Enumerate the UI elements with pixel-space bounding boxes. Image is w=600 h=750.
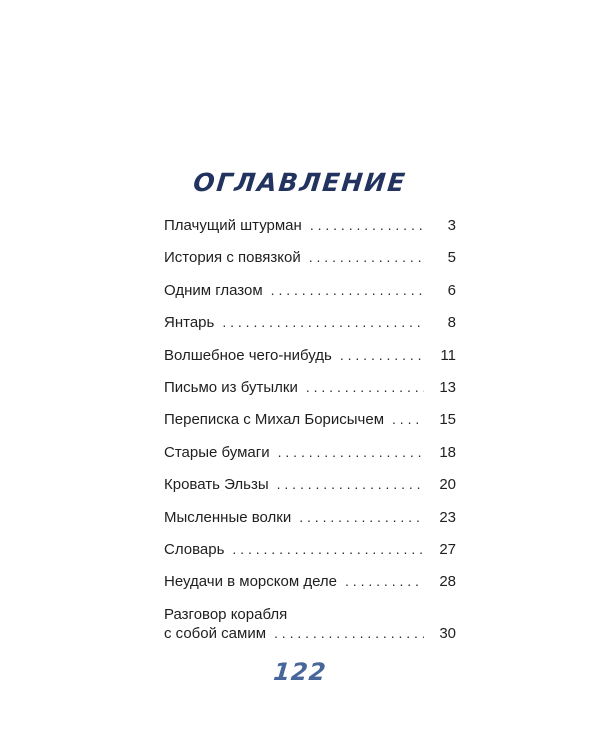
toc-entry (164, 212, 456, 244)
toc-entry (164, 244, 456, 276)
toc-entry (164, 374, 456, 406)
toc-entry (164, 277, 456, 309)
toc-entry-page: 28 (424, 573, 456, 590)
toc-entry-page: 5 (424, 249, 456, 266)
toc-entry-title: Янтарь (164, 314, 222, 331)
toc-entry-page: 27 (424, 541, 456, 558)
toc-entry-page: 15 (424, 411, 456, 428)
toc-entry-title: Плачущий штурман (164, 217, 310, 234)
toc-entry-page: 20 (424, 476, 456, 493)
toc-entry (164, 309, 456, 341)
toc-entry-page: 6 (424, 282, 456, 299)
dot-leader (277, 476, 424, 492)
toc-entry (164, 439, 456, 471)
toc-entry-title: Кровать Эльзы (164, 476, 277, 493)
dot-leader (274, 625, 424, 641)
toc-entry (164, 601, 456, 649)
toc-entry (164, 536, 456, 568)
dot-leader (345, 573, 424, 589)
dot-leader (232, 541, 424, 557)
toc-entry-title: Волшебное чего-нибудь (164, 347, 340, 364)
toc-entry-title: Переписка с Михал Борисычем (164, 411, 392, 428)
dot-leader (310, 217, 424, 233)
dot-leader (278, 444, 424, 460)
dot-leader (222, 314, 424, 330)
toc-entry-title-line2: с собой самим (164, 625, 274, 642)
toc-entry-page: 11 (424, 347, 456, 364)
dot-leader (309, 249, 424, 265)
toc-entry-page: 8 (424, 314, 456, 331)
toc-entry (164, 504, 456, 536)
toc-entry-title: Словарь (164, 541, 232, 558)
dot-leader (392, 411, 424, 427)
dot-leader (306, 379, 424, 395)
toc-entry (164, 406, 456, 438)
page-number: 122 (272, 658, 328, 686)
dot-leader (299, 509, 424, 525)
toc-entry (164, 342, 456, 374)
toc-entry-page: 18 (424, 444, 456, 461)
toc-entry-title: Старые бумаги (164, 444, 278, 461)
toc-entry-page: 30 (424, 625, 456, 642)
page-title: ОГЛАВЛЕНИЕ (191, 168, 409, 197)
toc-entry-title: Неудачи в морском деле (164, 573, 345, 590)
toc-entry-title: История с повязкой (164, 249, 309, 266)
toc-entry-page: 13 (424, 379, 456, 396)
toc-entry-title: Одним глазом (164, 282, 271, 299)
toc-entry-title: Письмо из бутылки (164, 379, 306, 396)
toc-entry-page: 3 (424, 217, 456, 234)
dot-leader (271, 282, 424, 298)
toc-entry (164, 568, 456, 600)
toc-entry-page: 23 (424, 509, 456, 526)
toc-entry (164, 471, 456, 503)
toc-entry-title-line1: Разговор корабля (164, 606, 295, 623)
toc-entry-title: Мысленные волки (164, 509, 299, 526)
table-of-contents (164, 212, 456, 649)
dot-leader (340, 347, 424, 363)
